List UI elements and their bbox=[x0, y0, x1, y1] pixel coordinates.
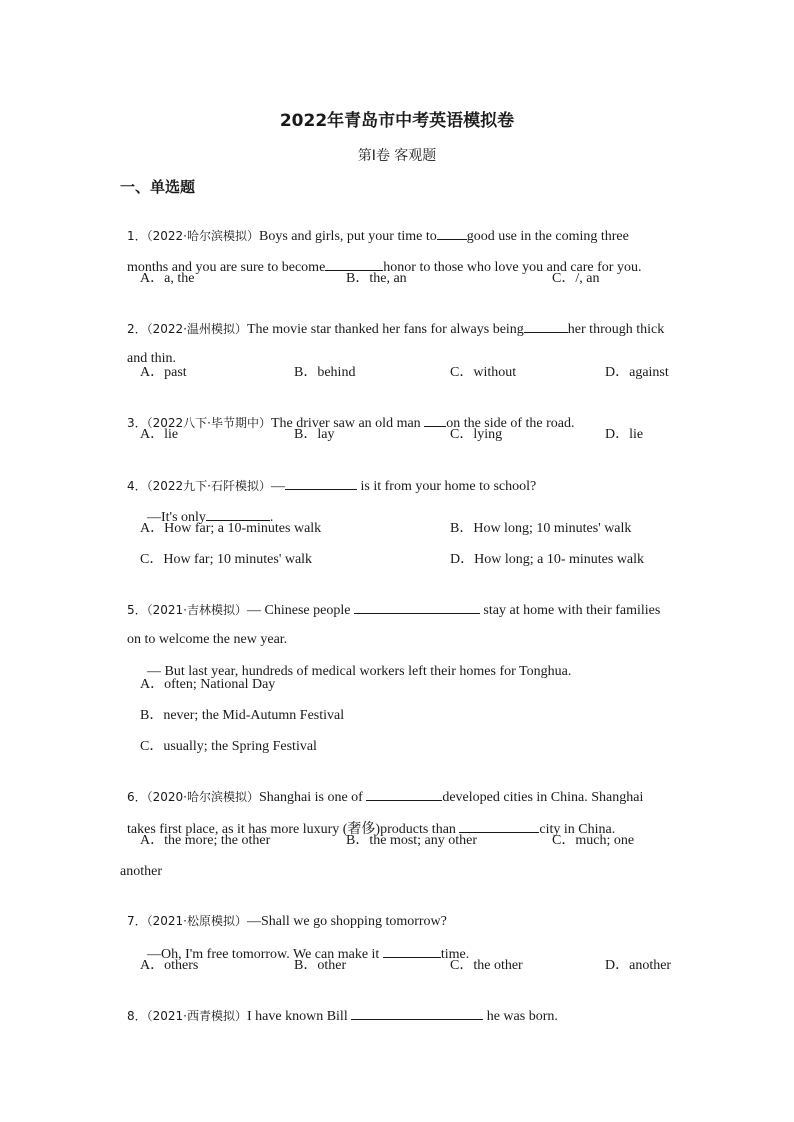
question-stem: —Shall we go shopping tomorrow? bbox=[247, 914, 447, 929]
page-title: 2022年青岛市中考英语模拟卷 bbox=[279, 111, 515, 131]
question-source: （2022八下·毕节期中） bbox=[146, 416, 271, 430]
option-b[interactable]: B．other bbox=[294, 958, 347, 973]
question-number: 6． bbox=[127, 790, 147, 804]
section-heading: 一、单选题 bbox=[120, 178, 196, 196]
question-3 bbox=[120, 395, 574, 433]
answer-blank bbox=[524, 319, 568, 333]
option-b[interactable]: B．behind bbox=[294, 365, 356, 380]
question-stem: her through thick bbox=[567, 322, 665, 337]
question-number: 8． bbox=[127, 1009, 147, 1023]
question-source: （2021·西青模拟） bbox=[146, 1009, 247, 1023]
option-c[interactable]: C．/, an bbox=[552, 271, 600, 286]
question-2 bbox=[120, 301, 664, 339]
option-d[interactable]: D．lie bbox=[605, 427, 644, 442]
question-stem: on the side of the road. bbox=[446, 416, 575, 431]
question-stem: Shanghai is one of bbox=[259, 790, 367, 805]
question-stem: and thin. bbox=[127, 351, 176, 366]
question-stem: The movie star thanked her fans for always being bbox=[247, 322, 524, 337]
question-stem: on to welcome the new year. bbox=[127, 632, 288, 647]
option-b[interactable]: B．How long; 10 minutes' walk bbox=[450, 521, 632, 536]
question-source: （2022九下·石阡模拟） bbox=[146, 479, 271, 493]
question-stem: I have known Bill bbox=[247, 1009, 352, 1024]
option-b[interactable]: B．the most; any other bbox=[346, 833, 478, 848]
answer-blank bbox=[206, 507, 270, 521]
question-source: （2022·温州模拟） bbox=[146, 322, 247, 336]
option-b[interactable]: B．the, an bbox=[346, 271, 407, 286]
option-c[interactable]: C．much; one bbox=[552, 833, 635, 848]
question-2-cont bbox=[120, 332, 176, 368]
question-source: （2020·哈尔滨模拟） bbox=[146, 790, 259, 804]
option-c[interactable]: C．How far; 10 minutes' walk bbox=[140, 552, 313, 567]
option-d[interactable]: D．another bbox=[605, 958, 672, 973]
question-stem: city in China. bbox=[539, 822, 616, 837]
option-c[interactable]: C．lying bbox=[450, 427, 503, 442]
answer-blank bbox=[424, 413, 446, 427]
answer-blank bbox=[351, 1006, 483, 1020]
option-c-cont: another bbox=[120, 864, 162, 879]
option-c[interactable]: C．without bbox=[450, 365, 517, 380]
answer-blank bbox=[459, 819, 539, 833]
question-stem: he was born. bbox=[483, 1009, 558, 1024]
question-stem: — But last year, hundreds of medical workers left their homes for Tonghua. bbox=[147, 664, 572, 679]
question-source: （2021·松原模拟） bbox=[146, 914, 247, 928]
question-stem: time. bbox=[440, 947, 470, 962]
question-number: 7． bbox=[127, 914, 147, 928]
option-a[interactable]: A．How far; a 10-minutes walk bbox=[140, 521, 322, 536]
answer-blank bbox=[354, 600, 480, 614]
option-c[interactable]: C．the other bbox=[450, 958, 523, 973]
question-stem: is it from your home to school? bbox=[357, 479, 537, 494]
option-a[interactable]: A．others bbox=[140, 958, 199, 973]
question-stem: months and you are sure to become bbox=[127, 260, 326, 275]
question-stem: stay at home with their families bbox=[479, 603, 661, 618]
question-stem: takes first place, as it has more luxury (奢侈)products than bbox=[127, 822, 460, 837]
option-c[interactable]: C．usually; the Spring Festival bbox=[140, 739, 317, 754]
answer-blank bbox=[366, 787, 442, 801]
question-source: （2022·哈尔滨模拟） bbox=[146, 229, 259, 243]
option-a[interactable]: A．often; National Day bbox=[140, 677, 276, 692]
question-stem: good use in the coming three bbox=[466, 229, 629, 244]
question-stem: honor to those who love you and care for you. bbox=[383, 260, 642, 275]
question-stem: The driver saw an old man bbox=[271, 416, 425, 431]
option-a[interactable]: A．past bbox=[140, 365, 187, 380]
question-stem: —It's only bbox=[147, 510, 206, 525]
answer-blank bbox=[437, 226, 467, 240]
answer-blank bbox=[383, 944, 441, 958]
question-number: 5． bbox=[127, 603, 147, 617]
answer-blank bbox=[285, 476, 357, 490]
option-a[interactable]: A．lie bbox=[140, 427, 179, 442]
question-5-cont bbox=[120, 613, 287, 649]
option-a[interactable]: A．a, the bbox=[140, 271, 195, 286]
answer-blank bbox=[325, 257, 383, 271]
option-a[interactable]: A．the more; the other bbox=[140, 833, 271, 848]
option-b[interactable]: B．never; the Mid-Autumn Festival bbox=[140, 708, 345, 723]
question-8 bbox=[120, 988, 558, 1026]
question-number: 3． bbox=[127, 416, 147, 430]
option-d[interactable]: D．against bbox=[605, 365, 669, 380]
question-stem: developed cities in China. Shanghai bbox=[442, 790, 644, 805]
option-d[interactable]: D．How long; a 10- minutes walk bbox=[450, 552, 645, 567]
question-source: （2021·吉林模拟） bbox=[146, 603, 247, 617]
question-stem: . bbox=[269, 510, 274, 525]
question-number: 4． bbox=[127, 479, 147, 493]
page-subtitle: 第Ⅰ卷 客观题 bbox=[357, 148, 437, 164]
question-stem: —Oh, I'm free tomorrow. We can make it bbox=[147, 947, 383, 962]
option-b[interactable]: B．lay bbox=[294, 427, 335, 442]
question-number: 1． bbox=[127, 229, 147, 243]
question-stem: Boys and girls, put your time to bbox=[259, 229, 437, 244]
question-number: 2． bbox=[127, 322, 147, 336]
question-stem: — Chinese people bbox=[247, 603, 354, 618]
question-stem: — bbox=[271, 479, 285, 494]
